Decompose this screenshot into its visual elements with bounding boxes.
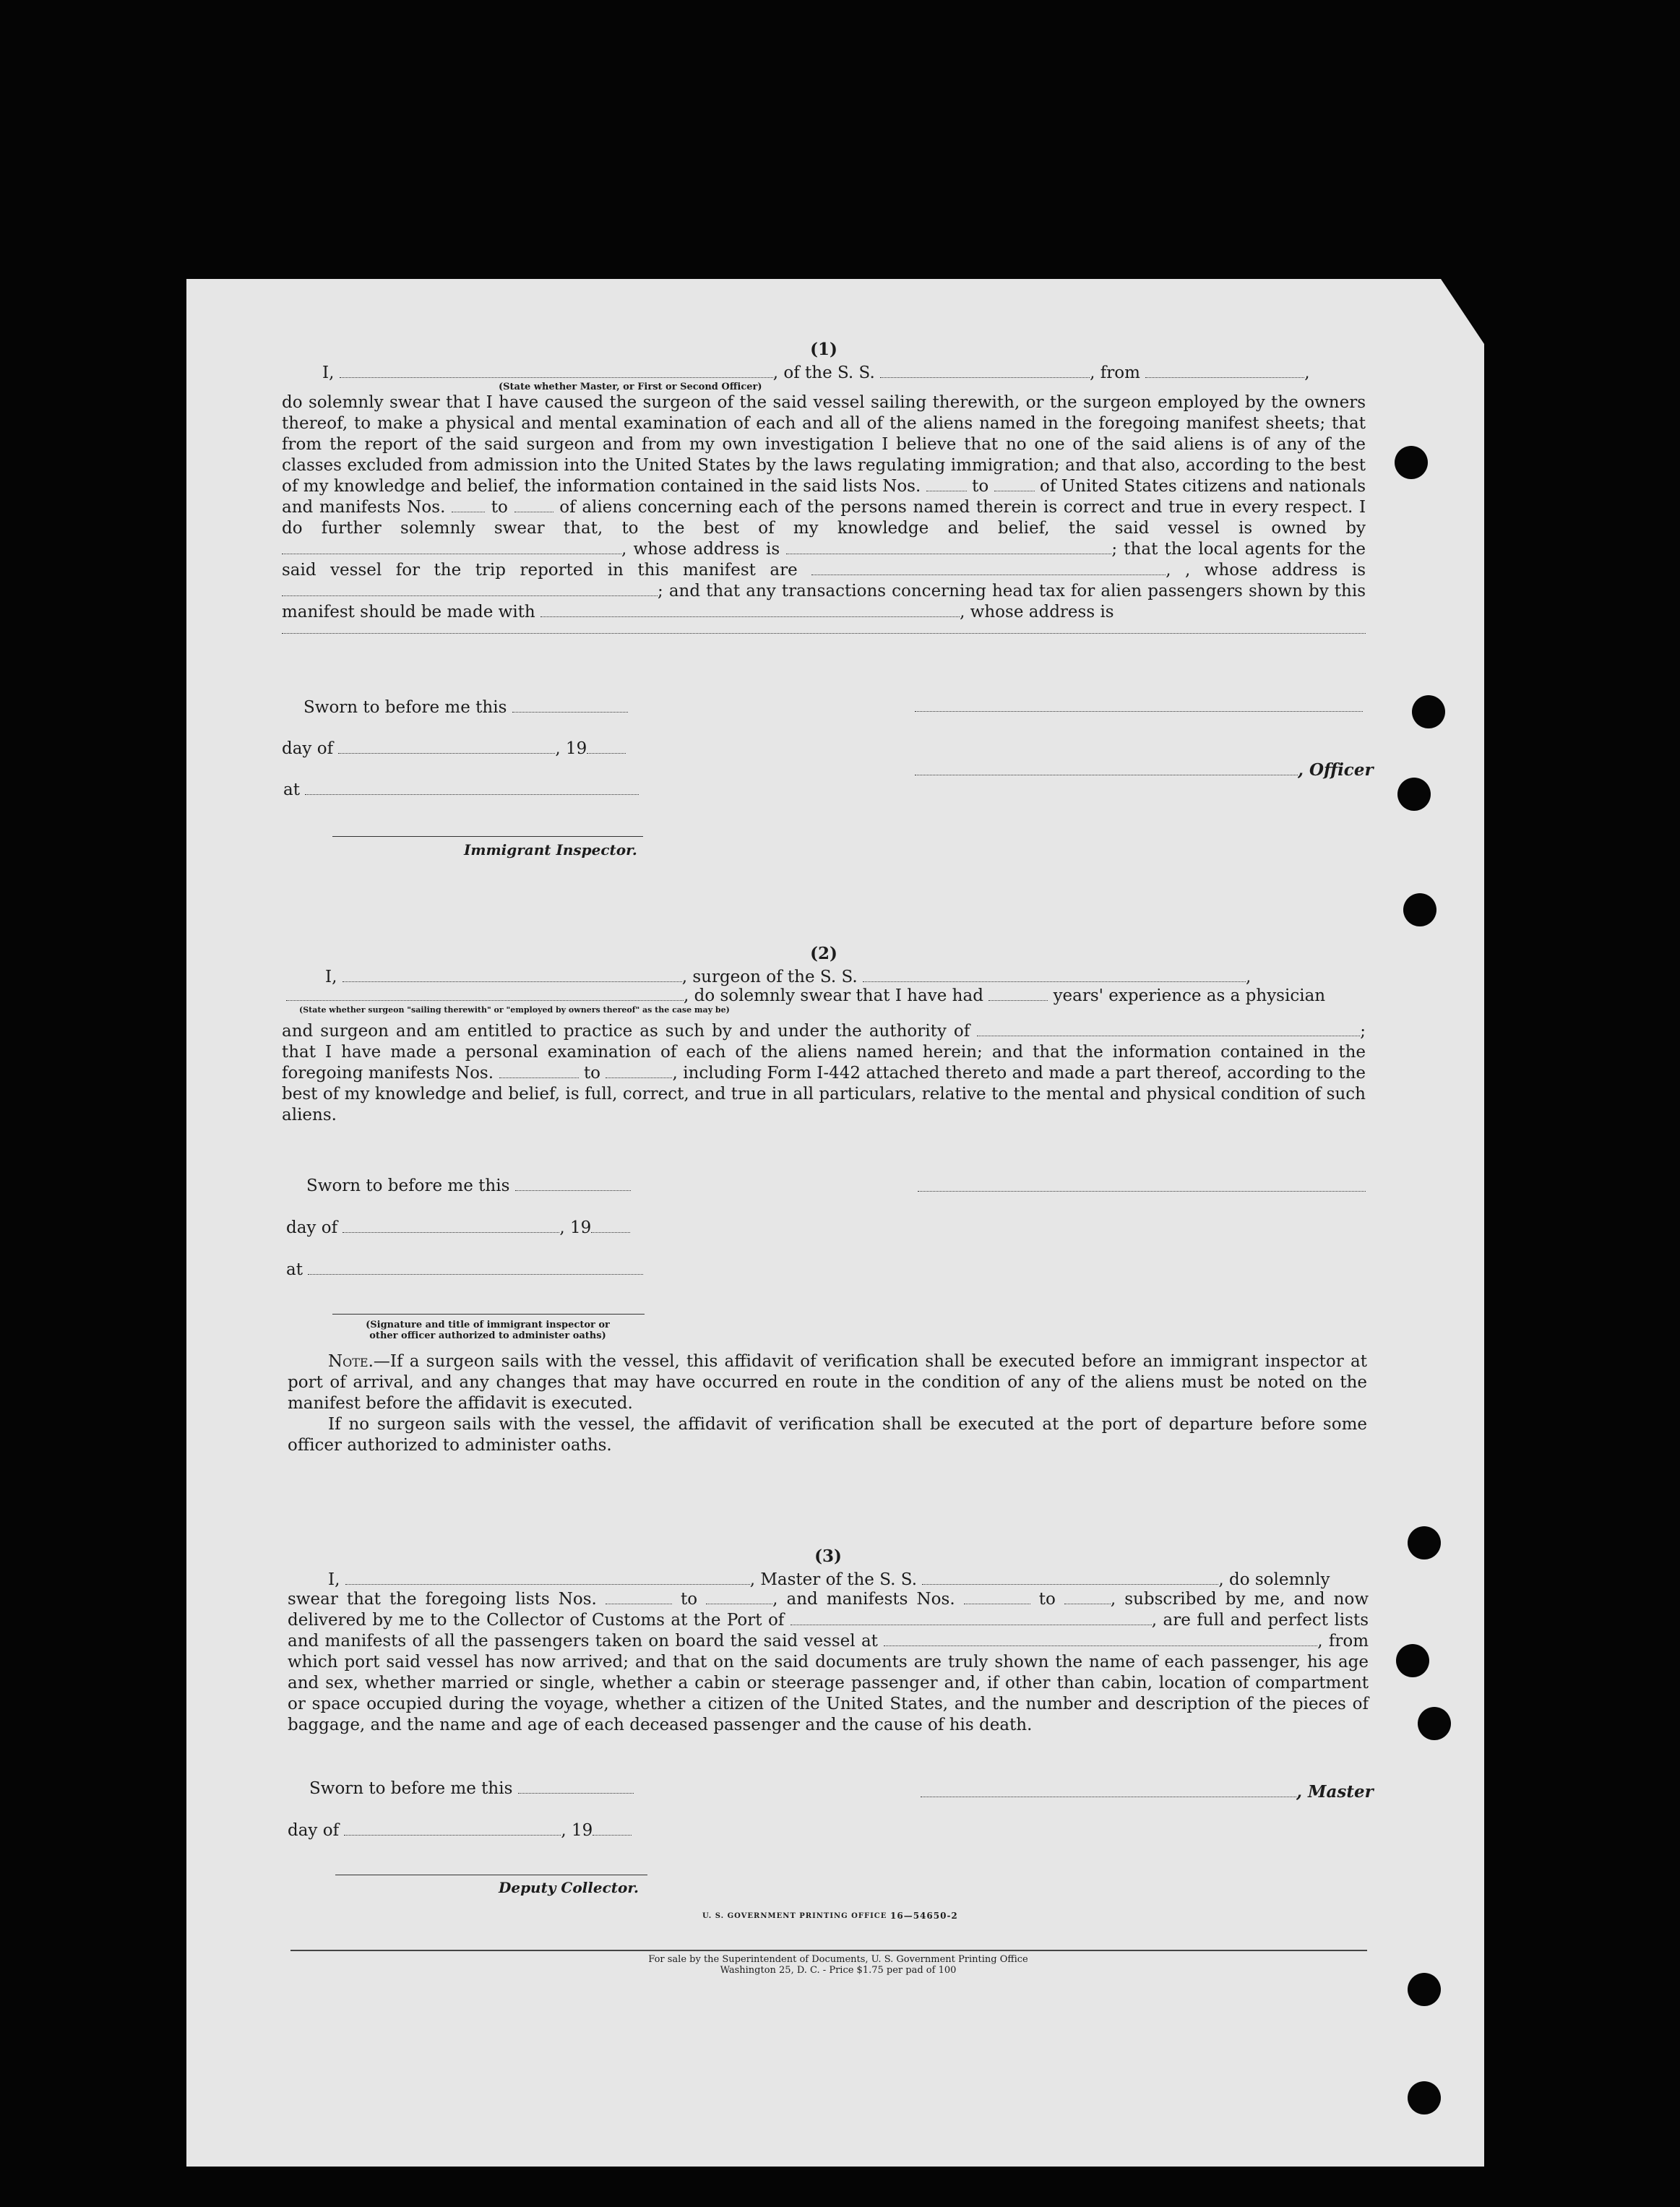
oath-paragraph: do solemnly swear that I have caused the surgeon of the said vessel sailing therewith, or the surgeon employed by the owners thereof, to make a physical and mental examination of each and all of the aliens named in the foregoing manifest sheets; that from the report of the said surgeon and from my own investigation I believe that no one of the said aliens is of any of the classes excluded from admission into the United States by the laws regulating immigration; and that also, according to the best of my knowledge and belief, the information contained in the said lists Nos. to of United States citizens and nationals and manifests Nos. to of aliens concerning each of the persons named therein is correct and true in every respect. I do further solemnly swear that, to the best of my knowledge and belief, the said vessel is owned by , whose address is ; that the local agents for the said vessel for the trip reported in this manifest are , , whose address is ; and that any transactions concerning head tax for alien passengers shown by this manifest should be made with , whose address is — [282, 393, 1366, 621]
punch-hole — [1408, 1526, 1441, 1559]
manifests-from-field[interactable] — [499, 1064, 579, 1078]
day-of-row: day of , 19 — [282, 739, 626, 758]
day-of-row: day of , 19 — [288, 1821, 632, 1840]
affidavit-master-list: (3) I, , Master of the S. S. , do solemnly swear that the foregoing lists Nos. to , and manifests Nos. to , subscribed by me, and now delivered by me to the Collector of Customs at the Port of , are full and perfect lists and manifests of all the passengers taken on board the said vessel at , from which port said vessel has now arrived; and that on the said documents are truly shown the name of each passenger, his age and sex, whether married or single, whether a cabin or steerage passenger and, if other than cabin, location of compartment or space occupied during the voyage, whether a citizen of the United States, and the number and description of the pieces of baggage, and the name and age of each deceased passenger and the cause of his death. — [288, 1546, 1369, 1734]
port-field[interactable] — [791, 1612, 1152, 1625]
agents-address-field[interactable] — [282, 582, 658, 596]
head-tax-address-field[interactable] — [282, 623, 1366, 634]
punch-hole — [1408, 2081, 1441, 2114]
manifests-to-field[interactable] — [1064, 1591, 1111, 1604]
printing-office: U. S. GOVERNMENT PRINTING OFFICE — [702, 1912, 887, 1920]
month-field[interactable] — [338, 740, 555, 754]
surgeon-status-field[interactable] — [286, 987, 684, 1001]
officer-rank-field[interactable] — [340, 364, 773, 378]
section-heading: (1) — [810, 340, 837, 359]
officer-signature-field[interactable] — [915, 762, 1298, 775]
sworn-date-field[interactable] — [515, 1177, 631, 1191]
surgeon-signature-line[interactable] — [918, 1178, 1366, 1192]
lists-to-field[interactable] — [706, 1591, 772, 1604]
pronoun-label: I, — [322, 363, 335, 382]
master-signature-field[interactable] — [921, 1784, 1296, 1797]
form-code: 16—54650-2 — [890, 1911, 958, 1921]
punch-hole — [1418, 1707, 1451, 1740]
officer-row: , Officer — [915, 760, 1374, 780]
manifests-to-field[interactable] — [514, 499, 553, 512]
owner-field[interactable] — [282, 541, 621, 554]
affidavit-master: (1) I, , of the S. S. , from , (State whether Master, or First or Second Officer) do solemnly swear that I have caused the surgeon of the said vessel sailing therewith, or the surgeon employed by the owners thereof, to make a physical and mental examination of each and all of the aliens named in the foregoing manifest sheets; that from the report of the said surgeon and from my own investigation I believe that no one of the said aliens is of any of the classes excluded from admission into the United States by the laws regulating immigration; and that also, according to the best of my knowledge and belief, the information contained in the said lists Nos. to of United States citizens and nationals and manifests Nos. to of aliens concerning each of the persons named therein is correct and true in every respect. I do further solemnly swear that, to the best of my knowledge and belief, the said vessel is owned by , whose address is ; that the local agents for the said vessel for the trip reported in this manifest are , , whose address is ; and that any transactions concerning head tax for alien passengers shown by this manifest should be made with , whose address is — [282, 340, 1366, 634]
year-field[interactable] — [593, 1822, 632, 1836]
punch-hole — [1396, 1644, 1429, 1677]
punch-hole — [1408, 1973, 1441, 2006]
year-field[interactable] — [591, 1219, 630, 1233]
affidavit-surgeon: (2) I, , surgeon of the S. S. , , do solemnly swear that I have had years' experience as a physician (State whether surgeon "sailing therewith" or "employed by owners thereof" as the case may be) and surgeon and am entitled to practice as such by and under the authority of ; that I have made a personal examination of each of the aliens named herein; and that the information contained in the foregoing manifests Nos. to , including Form I-442 attached thereto and made a part thereof, according to the best of my knowledge and belief, is full, correct, and true in all particulars, relative to the mental and physical condition of such aliens. — [282, 944, 1366, 1126]
owner-address-field[interactable] — [786, 541, 1111, 554]
at-row: at — [286, 1260, 643, 1279]
lists-from-field[interactable] — [606, 1591, 672, 1604]
note-block — [288, 1351, 1367, 1456]
head-tax-field[interactable] — [540, 603, 960, 617]
at-place-field[interactable] — [308, 1261, 643, 1275]
manifests-to-field[interactable] — [606, 1064, 672, 1078]
sale-info: For sale by the Superintendent of Documents, U. S. Government Printing Office Washington 25, D. C. - Price $1.75 per pad of 100 — [648, 1954, 1028, 1976]
punch-hole — [1412, 695, 1445, 728]
sworn-row: Sworn to before me this — [303, 698, 628, 717]
note-paragraph-1: Note.—If a surgeon sails with the vessel, this affidavit of verification shall be executed before an immigrant inspector at port of arrival, and any changes that may have occurred en route in the condition of any of the aliens must be noted on the manifest before the affidavit is executed. — [288, 1352, 1367, 1413]
punch-hole — [1397, 778, 1431, 811]
section-heading: (2) — [810, 944, 837, 963]
punch-hole — [1395, 446, 1428, 479]
master-row: , Master — [921, 1782, 1374, 1802]
ship-name-field[interactable] — [880, 364, 1090, 378]
year-field[interactable] — [587, 740, 626, 754]
section-heading: (3) — [814, 1546, 842, 1566]
license-authority-field[interactable] — [977, 1023, 1360, 1036]
inspector-signature-line[interactable] — [332, 1314, 645, 1315]
inspector-signature-line[interactable] — [332, 836, 643, 837]
at-row: at — [283, 780, 639, 799]
collector-caption: Deputy Collector. — [499, 1879, 639, 1896]
month-field[interactable] — [344, 1822, 561, 1836]
surgeon-ship-field[interactable] — [863, 968, 1246, 982]
sworn-row: Sworn to before me this — [306, 1176, 631, 1195]
lists-from-field[interactable] — [926, 478, 967, 491]
officer-signature-top-line[interactable] — [915, 698, 1363, 712]
years-experience-field[interactable] — [988, 987, 1048, 1001]
embark-port-field[interactable] — [884, 1632, 1317, 1646]
master-name-field[interactable] — [345, 1571, 750, 1585]
local-agents-field[interactable] — [811, 562, 1166, 575]
note-paragraph-2: If no surgeon sails with the vessel, the affidavit of verification shall be executed at the port of departure before some officer authorized to administer oaths. — [288, 1415, 1367, 1455]
manifests-from-field[interactable] — [964, 1591, 1030, 1604]
surgeon-name-field[interactable] — [343, 968, 682, 982]
from-label: , from — [1090, 363, 1140, 382]
from-port-field[interactable] — [1145, 364, 1304, 378]
master-oath-paragraph: swear that the foregoing lists Nos. to , and manifests Nos. to , subscribed by me, and now delivered by me to the Collector of Customs at the Port of , are full and perfect lists and manifests of all the passengers taken on board the said vessel at , from which port said vessel has now arrived; and that on the said documents are truly shown the name of each passenger, his age and sex, whether married or single, whether a cabin or steerage passenger and, if other than cabin, location of compartment or space occupied during the voyage, whether a citizen of the United States, and the number and description of the pieces of baggage, and the name and age of each deceased passenger and the cause of his death. — [288, 1590, 1369, 1734]
clipped-corner — [1441, 279, 1484, 344]
of-ship-label: , of the S. S. — [772, 363, 875, 382]
at-place-field[interactable] — [305, 781, 639, 795]
surgeon-oath-paragraph: and surgeon and am entitled to practice as such by and under the authority of ; that I have made a personal examination of each of the aliens named herein; and that the information contained in the foregoing manifests Nos. to , including Form I-442 attached thereto and made a part thereof, according to the best of my knowledge and belief, is full, correct, and true in all particulars, relative to the mental and physical condition of such aliens. — [282, 1022, 1366, 1124]
master-ship-field[interactable] — [922, 1571, 1218, 1585]
inspector-caption: Immigrant Inspector. — [464, 841, 637, 859]
month-field[interactable] — [343, 1219, 559, 1233]
lists-to-field[interactable] — [994, 478, 1035, 491]
rank-caption: (State whether Master, or First or Second Officer) — [499, 382, 762, 392]
manifests-from-field[interactable] — [452, 499, 485, 512]
sworn-date-field[interactable] — [518, 1780, 634, 1794]
sworn-date-field[interactable] — [512, 699, 628, 713]
day-of-row: day of , 19 — [286, 1218, 630, 1237]
sig-caption: (Signature and title of immigrant inspector or other officer authorized to administer oaths) — [366, 1320, 610, 1341]
surgeon-status-caption: (State whether surgeon "sailing therewith" or "employed by owners thereof" as the case may be) — [299, 1005, 730, 1015]
punch-hole — [1403, 893, 1436, 926]
sworn-row: Sworn to before me this — [309, 1779, 634, 1798]
footer-rule — [290, 1950, 1367, 1951]
